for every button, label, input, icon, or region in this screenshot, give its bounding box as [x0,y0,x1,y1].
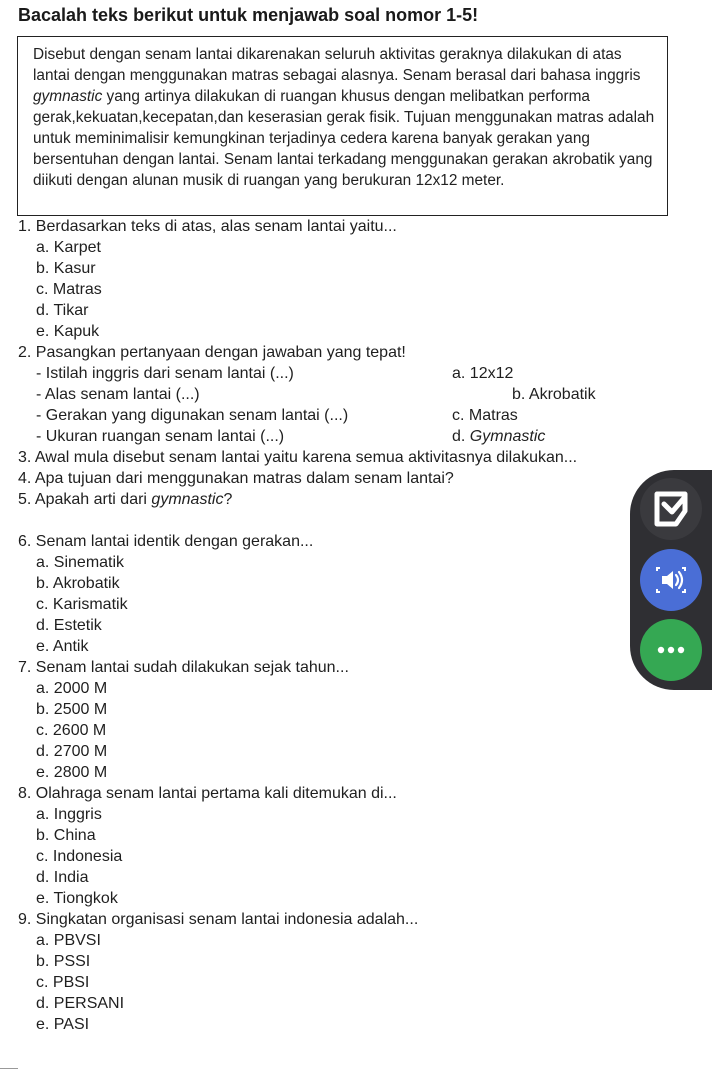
q8-option-d: d. India [36,869,89,886]
q6-option-e: e. Antik [36,638,89,655]
q5-prefix: 5. Apakah arti dari [18,491,152,508]
q7-option-d: d. 2700 M [36,743,108,760]
q1-option-c: c. Matras [36,281,102,298]
q6-option-d: d. Estetik [36,617,102,634]
q2-answer-d-letter: d. [452,428,470,445]
question-2: 2. Pasangkan pertanyaan dengan jawaban yang tepat! [18,344,406,361]
bottom-divider [0,1068,18,1069]
read-aloud-button[interactable] [640,549,702,611]
q6-option-a: a. Sinematik [36,554,125,571]
passage-text-1: Disebut dengan senam lantai dikarenakan seluruh aktivitas geraknya dilakukan di atas lantai dengan menggunakan matras sebagai alasnya. Senam berasal dari bahasa inggris [33,46,641,84]
q5-italic-term: gymnastic [151,491,224,508]
q6-option-b: b. Akrobatik [36,575,120,592]
q1-option-e: e. Kapuk [36,323,100,340]
q2-answer-a: a. 12x12 [452,365,514,382]
question-1: 1. Berdasarkan teks di atas, alas senam lantai yaitu... [18,218,397,235]
question-4: 4. Apa tujuan dari menggunakan matras dalam senam lantai? [18,470,454,487]
q8-option-c: c. Indonesia [36,848,123,865]
q9-option-a: a. PBVSI [36,932,101,949]
q2-answer-b: b. Akrobatik [512,386,596,403]
passage-italic-term: gymnastic [33,88,103,105]
more-options-button[interactable] [640,619,702,681]
question-6: 6. Senam lantai identik dengan gerakan... [18,533,314,550]
immersive-reader-icon [640,478,702,540]
instruction-heading: Bacalah teks berikut untuk menjawab soal nomor 1-5! [18,5,479,25]
q9-option-e: e. PASI [36,1016,90,1033]
q8-option-b: b. China [36,827,96,844]
more-dots-icon [640,619,702,681]
question-3: 3. Awal mula disebut senam lantai yaitu karena semua aktivitasnya dilakukan... [18,449,578,466]
q9-option-d: d. PERSANI [36,995,125,1012]
passage-text-2: yang artinya dilakukan di ruangan khusus dengan melibatkan performa gerak,kekuatan,kecepatan,dan keserasian gerak fisik. Tujuan menggunakan matras adalah untuk meminimalisir kemungkinan terjadinya cedera karena banyak gerakan yang bersentuhan dengan lantai. Senam lantai terkadang menggunakan gerakan akrobatik yang diikuti dengan alunan musik di ruangan yang berukuran 12x12 meter. [33,88,655,189]
q7-option-e: e. 2800 M [36,764,108,781]
question-5 [18,490,232,510]
q2-answer-d-term: Gymnastic [469,428,546,445]
q1-option-a: a. Karpet [36,239,101,256]
q6-option-c: c. Karismatik [36,596,128,613]
q7-option-a: a. 2000 M [36,680,108,697]
q8-option-a: a. Inggris [36,806,102,823]
q2-prompt-4: - Ukuran ruangan senam lantai (...) [36,428,285,445]
q1-option-b: b. Kasur [36,260,96,277]
q9-option-c: c. PBSI [36,974,90,991]
question-9: 9. Singkatan organisasi senam lantai indonesia adalah... [18,911,419,928]
q2-prompt-3: - Gerakan yang digunakan senam lantai (...) [36,407,349,424]
q2-answer-c: c. Matras [452,407,518,424]
q9-option-b: b. PSSI [36,953,91,970]
q7-option-c: c. 2600 M [36,722,107,739]
question-7: 7. Senam lantai sudah dilakukan sejak tahun... [18,659,349,676]
q1-option-d: d. Tikar [36,302,89,319]
read-aloud-speaker-icon [640,549,702,611]
reading-passage [17,36,668,216]
q7-option-b: b. 2500 M [36,701,108,718]
immersive-reader-button[interactable] [640,478,702,540]
q2-answer-d [452,427,545,447]
floating-reader-toolbar [630,470,712,690]
q2-prompt-1: - Istilah inggris dari senam lantai (...) [36,365,294,382]
q8-option-e: e. Tiongkok [36,890,118,907]
q2-prompt-2: - Alas senam lantai (...) [36,386,200,403]
q5-suffix: ? [223,491,233,508]
question-8: 8. Olahraga senam lantai pertama kali ditemukan di... [18,785,397,802]
